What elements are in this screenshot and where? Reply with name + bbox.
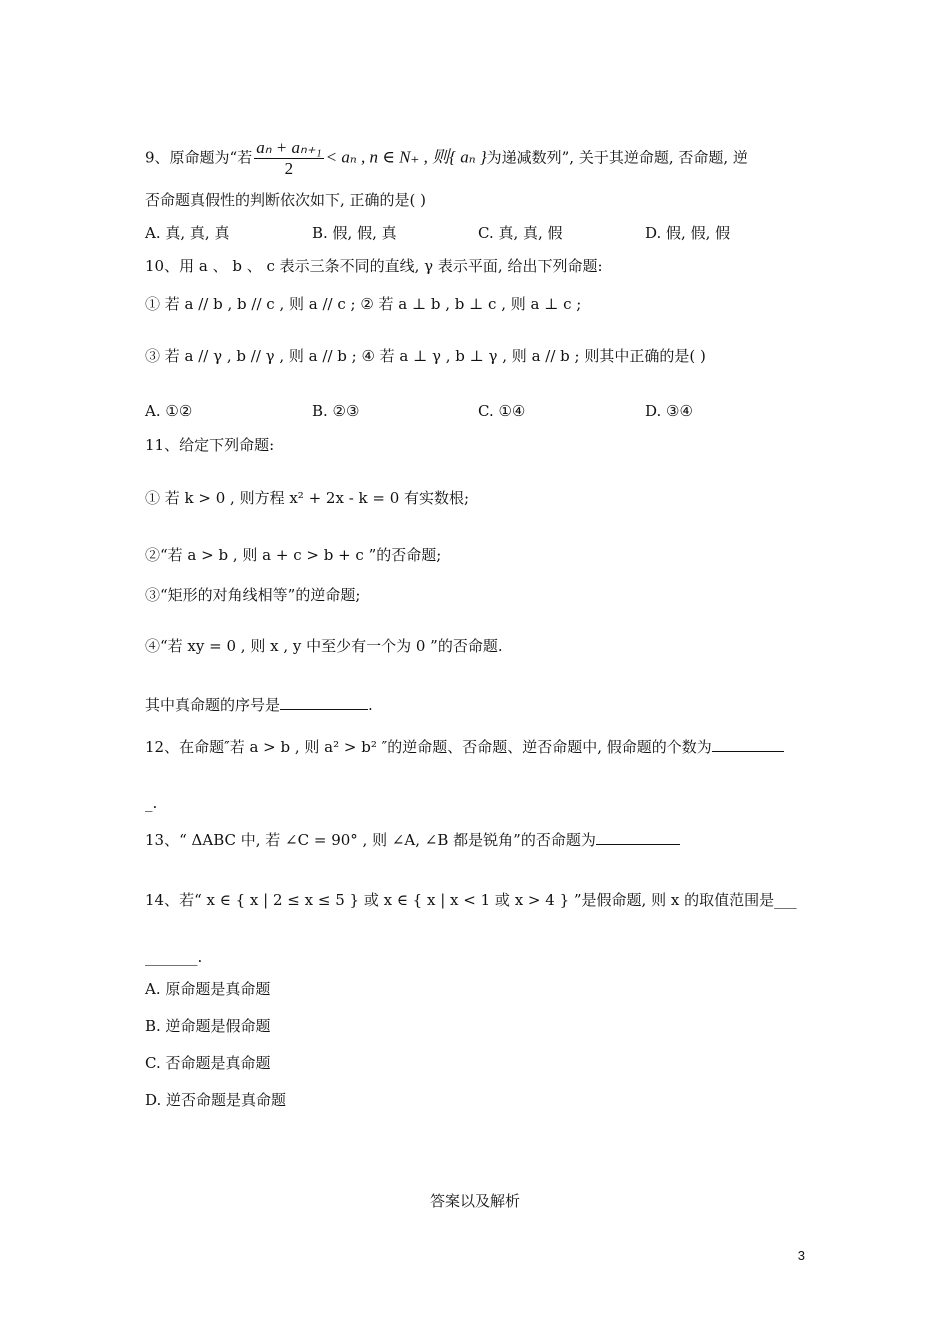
q9-option-d: D. 假, 假, 假 (645, 224, 731, 242)
q13-text: 13、“ ΔABC 中, 若 ∠C = 90° , 则 ∠A, ∠B 都是锐角”的否命题为 (145, 831, 596, 849)
q10-line2: ① 若 a // b , b // c , 则 a // c ; ② 若 a ⊥ b , b ⊥ c , 则 a ⊥ c ; (145, 295, 582, 313)
q10-line3: ③ 若 a // γ , b // γ , 则 a // b ; ④ 若 a ⊥ γ , b ⊥ γ , 则 a // b ; 则其中正确的是( ) (145, 347, 706, 365)
q11-prop1: ① 若 k > 0 , 则方程 x² + 2x - k = 0 有实数根; (145, 489, 470, 507)
q12-answer-blank[interactable] (712, 737, 784, 752)
q13-line1 (145, 830, 680, 850)
q14-choice-d: D. 逆否命题是真命题 (145, 1091, 287, 1109)
q11-ask: 其中真命题的序号是 . (145, 696, 373, 714)
q10-option-d: D. ③④ (645, 402, 693, 420)
q9-option-b: B. 假, 假, 真 (312, 224, 397, 242)
answers-heading: 答案以及解析 (429, 1192, 520, 1210)
q9-number: 9、 (145, 148, 170, 167)
q9-option-a: A. 真, 真, 真 (145, 224, 230, 242)
q11-prop4: ④“若 xy = 0 , 则 x , y 中至少有一个为 0 ”的否命题. (145, 637, 503, 655)
q9-text2: < aₙ , n ∈ N₊ , 则 (325, 147, 450, 167)
q9-sequence: { aₙ } (449, 147, 487, 167)
q11-prop2: ②“若 a > b , 则 a + c > b + c ”的否命题; (145, 546, 442, 564)
q10-option-c: C. ①④ (478, 402, 526, 420)
page-number: 3 (797, 1248, 805, 1263)
q9-frac-den: 2 (284, 159, 294, 178)
q11-answer-blank[interactable] (280, 695, 368, 710)
q9-option-c: C. 真, 真, 假 (478, 224, 563, 242)
q14-line2: _______. (145, 948, 203, 966)
q10-line1: 10、用 a 、 b 、 c 表示三条不同的直线, γ 表示平面, 给出下列命题: (145, 257, 603, 275)
q10-option-b: B. ②③ (312, 402, 360, 420)
q11-line1: 11、给定下列命题: (145, 436, 275, 454)
q14-choice-a: A. 原命题是真命题 (145, 980, 271, 998)
q11-prop3: ③“矩形的对角线相等”的逆命题; (145, 586, 361, 604)
q12-line2: _. (145, 794, 158, 812)
q13-answer-blank[interactable] (596, 830, 680, 845)
q14-choice-b: B. 逆命题是假命题 (145, 1017, 271, 1035)
q14-choice-c: C. 否命题是真命题 (145, 1054, 271, 1072)
q9-text4: 为递减数列”, 关于其逆命题, 否命题, 逆 (486, 148, 748, 167)
q9-fraction (254, 138, 323, 179)
q10-option-a: A. ①② (145, 402, 193, 420)
q12-line1 (145, 737, 784, 757)
q12-text: 12、在命题″若 a > b , 则 a² > b² ″的逆命题、否命题、逆否命题中, 假命题的个数为 (145, 738, 712, 756)
q11-ask-text: 其中真命题的序号是 (145, 696, 281, 714)
q9-frac-num: aₙ + aₙ₊₁ (256, 138, 322, 157)
q9-line2: 否命题真假性的判断依次如下, 正确的是( ) (145, 191, 427, 209)
q9-line1 (145, 138, 748, 179)
q9-text1: 原命题为“若 (169, 148, 253, 167)
q14-line1: 14、若“ x ∈ { x | 2 ≤ x ≤ 5 } 或 x ∈ { x | x < 1 或 x > 4 } ”是假命题, 则 x 的取值范围是___ (145, 891, 797, 909)
